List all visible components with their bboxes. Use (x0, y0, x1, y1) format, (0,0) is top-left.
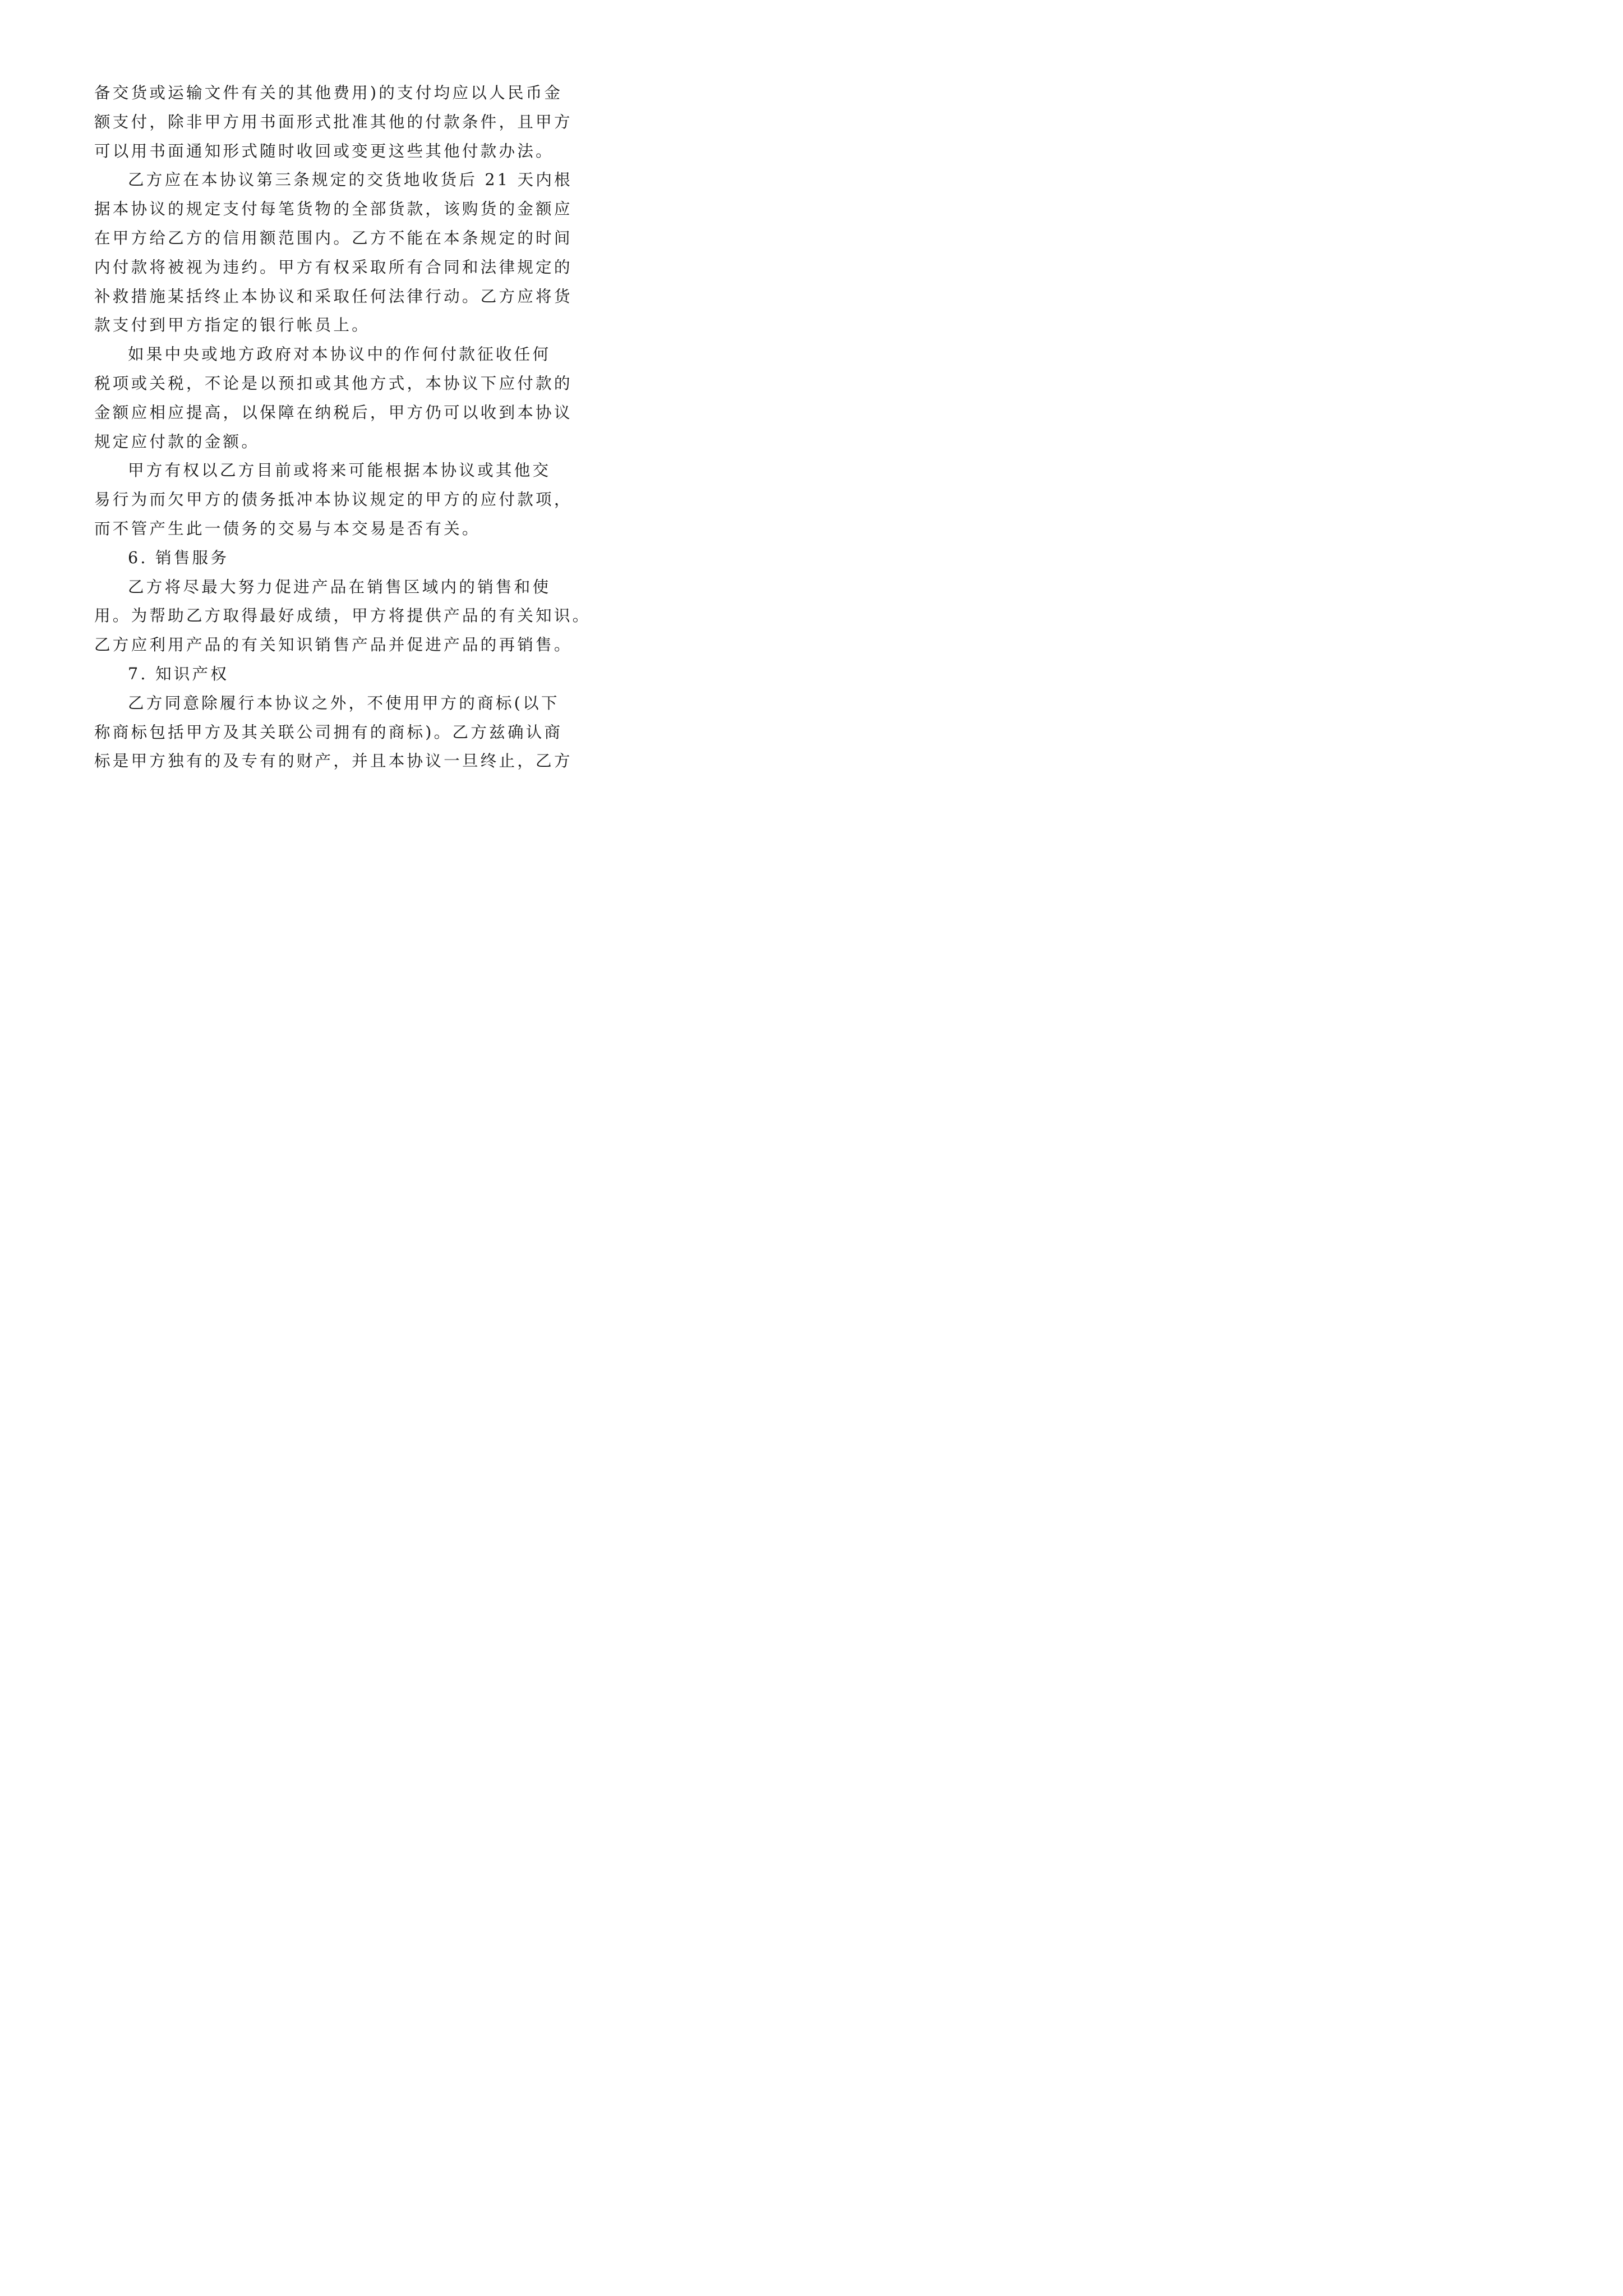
paragraph-line: 乙方应在本协议第三条规定的交货地收货后 21 天内根 (128, 170, 573, 190)
paragraph-line: 金额应相应提高，以保障在纳税后，甲方仍可以收到本协议 (94, 402, 573, 422)
paragraph-line: 如果中央或地方政府对本协议中的作何付款征收任何 (128, 344, 551, 364)
paragraph-line: 可以用书面通知形式随时收回或变更这些其他付款办法。 (94, 141, 554, 160)
paragraph-line: 易行为而欠甲方的债务抵冲本协议规定的甲方的应付款项， (94, 490, 573, 509)
paragraph-line: 在甲方给乙方的信用额范围内。乙方不能在本条规定的时间 (94, 228, 573, 247)
paragraph-line: 称商标包括甲方及其关联公司拥有的商标)。乙方兹确认商 (94, 722, 563, 742)
paragraph-line: 乙方将尽最大努力促进产品在销售区域内的销售和使 (128, 577, 551, 596)
paragraph-line: 税项或关税，不论是以预扣或其他方式，本协议下应付款的 (94, 373, 573, 393)
section-heading-sales-service: 6. 销售服务 (128, 547, 229, 567)
paragraph-line: 乙方同意除履行本协议之外，不使用甲方的商标(以下 (128, 693, 560, 712)
document-page (0, 0, 619, 875)
paragraph-line: 用。为帮助乙方取得最好成绩，甲方将提供产品的有关知识。 (94, 606, 591, 625)
paragraph-line: 甲方有权以乙方目前或将来可能根据本协议或其他交 (128, 461, 551, 480)
paragraph-line: 乙方应利用产品的有关知识销售产品并促进产品的再销售。 (94, 635, 573, 655)
paragraph-line: 而不管产生此一债务的交易与本交易是否有关。 (94, 518, 481, 538)
section-heading-intellectual-property: 7. 知识产权 (128, 664, 229, 683)
paragraph-line: 额支付，除非甲方用书面形式批准其他的付款条件，且甲方 (94, 112, 573, 131)
paragraph-line: 标是甲方独有的及专有的财产，并且本协议一旦终止，乙方 (94, 751, 573, 771)
paragraph-line: 内付款将被视为违约。甲方有权采取所有合同和法律规定的 (94, 257, 573, 277)
paragraph-line: 备交货或运输文件有关的其他费用)的支付均应以人民币金 (94, 83, 563, 102)
paragraph-line: 款支付到甲方指定的银行帐员上。 (94, 315, 370, 335)
document-body (94, 79, 591, 776)
paragraph-line: 据本协议的规定支付每笔货物的全部货款，该购货的金额应 (94, 199, 573, 219)
paragraph-line: 规定应付款的金额。 (94, 431, 260, 451)
paragraph-line: 补救措施某括终止本协议和采取任何法律行动。乙方应将货 (94, 286, 573, 306)
